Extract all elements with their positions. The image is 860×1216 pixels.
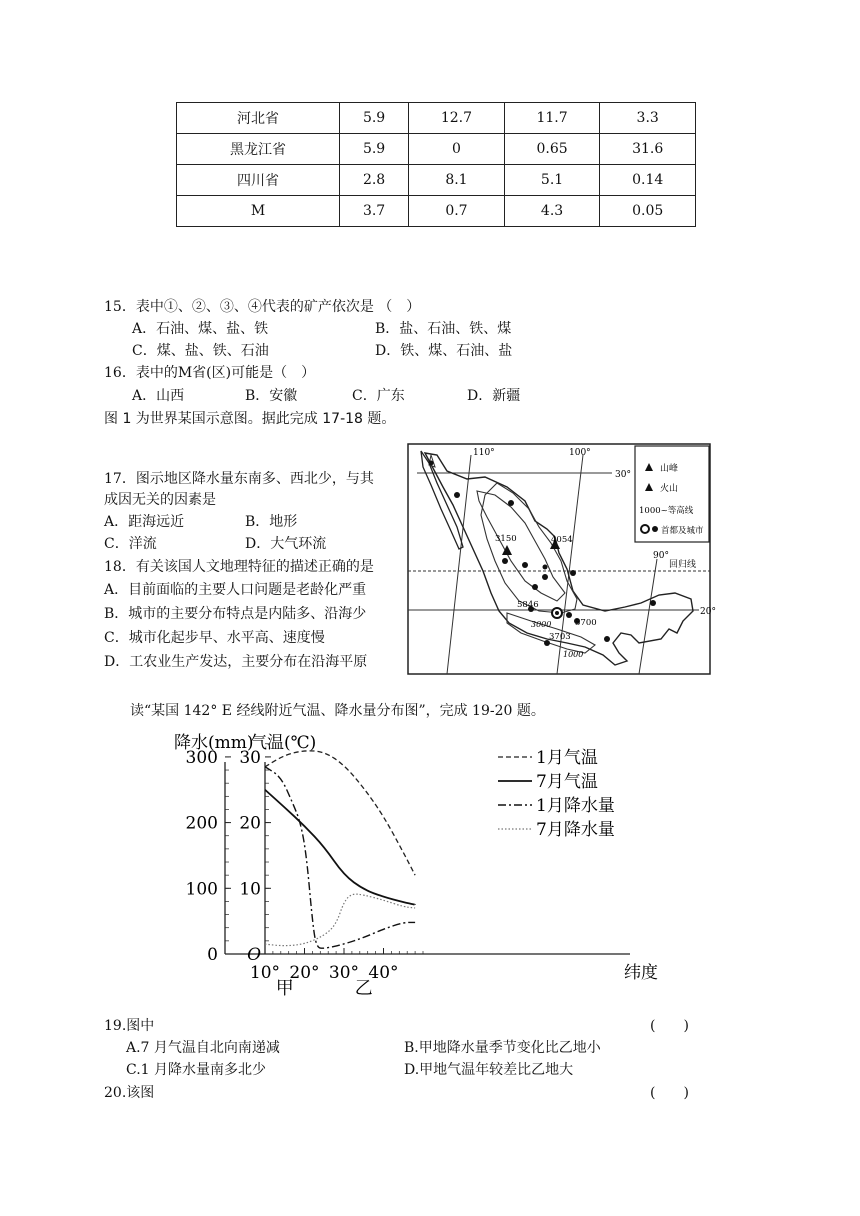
x-tick-label: 20° bbox=[289, 963, 320, 983]
q17-option-c[interactable]: C．洋流 bbox=[104, 536, 157, 552]
value-cell: 4.3 bbox=[504, 196, 600, 227]
city-dot bbox=[566, 612, 572, 618]
province-cell: 四川省 bbox=[177, 165, 340, 196]
q15-option-d[interactable]: D．铁、煤、石油、盐 bbox=[375, 343, 513, 359]
city-dot bbox=[604, 636, 610, 642]
capital-marker-center bbox=[555, 611, 559, 615]
series-line-dashdot bbox=[265, 767, 415, 948]
q15-stem: 15．表中①、②、③、④代表的矿产依次是 （ ） bbox=[104, 299, 421, 315]
city-dot bbox=[502, 558, 508, 564]
legend-volcano-label: 火山 bbox=[660, 484, 679, 494]
x-tick-label: 30° bbox=[328, 963, 360, 983]
table-row bbox=[177, 103, 696, 134]
series-line-dashed bbox=[265, 751, 415, 875]
city-dot bbox=[508, 500, 514, 506]
peak-5846: 5846 bbox=[517, 600, 539, 610]
place-jia: 甲 bbox=[275, 978, 294, 999]
q17-option-d[interactable]: D．大气环流 bbox=[245, 536, 327, 552]
tropic-label: 回归线 bbox=[669, 560, 697, 570]
chart-series bbox=[265, 751, 415, 948]
city-dot bbox=[454, 492, 460, 498]
value-cell: 5.9 bbox=[340, 103, 409, 134]
intro-17-18: 图 1 为世界某国示意图。据此完成 17-18 题。 bbox=[104, 411, 396, 427]
value-cell: 0.05 bbox=[600, 196, 696, 227]
q16-stem: 16．表中的M省(区)可能是（ ） bbox=[104, 365, 316, 381]
value-cell: 5.9 bbox=[340, 134, 409, 165]
q17-stem-line1: 17．图示地区降水量东南多、西北少，与其 bbox=[104, 471, 374, 487]
q16-option-d[interactable]: D．新疆 bbox=[467, 388, 521, 404]
legend-city-label: 首都及城市 bbox=[661, 526, 704, 536]
country-map bbox=[407, 443, 716, 676]
value-cell: 0 bbox=[409, 134, 505, 165]
city-dot bbox=[543, 565, 548, 570]
contour-label-1000: 1000 bbox=[563, 650, 584, 659]
chart-legend bbox=[498, 748, 615, 840]
left-axis-title: 降水(mm) bbox=[174, 733, 254, 753]
x-tick-label: 10° bbox=[249, 963, 281, 983]
q19-option-d[interactable]: D.甲地气温年较差比乙地大 bbox=[404, 1062, 574, 1078]
legend-peak-label: 山峰 bbox=[660, 464, 679, 474]
q18-option-b[interactable]: B．城市的主要分布特点是内陆多、沿海少 bbox=[104, 606, 367, 622]
q18-option-c[interactable]: C．城市化起步早、水平高、速度慢 bbox=[104, 630, 325, 646]
q18-option-a[interactable]: A．目前面临的主要人口问题是老龄化严重 bbox=[104, 582, 367, 598]
q16-option-b[interactable]: B．安徽 bbox=[245, 388, 298, 404]
right-tick-label: O bbox=[247, 945, 261, 965]
peak-5700: 5700 bbox=[575, 618, 597, 628]
city-dot bbox=[542, 574, 548, 580]
province-cell: 黑龙江省 bbox=[177, 134, 340, 165]
q18-stem: 18．有关该国人文地理特征的描述正确的是 bbox=[104, 559, 374, 575]
province-cell: 河北省 bbox=[177, 103, 340, 134]
peak-3150: 3150 bbox=[495, 534, 517, 544]
lon-110-label: 110° bbox=[473, 448, 495, 458]
table-row bbox=[177, 134, 696, 165]
value-cell: 0.14 bbox=[600, 165, 696, 196]
q18-option-d[interactable]: D．工农业生产发达，主要分布在沿海平原 bbox=[104, 654, 368, 670]
value-cell: 3.3 bbox=[600, 103, 696, 134]
contour-label-3000: 3000 bbox=[531, 620, 552, 629]
city-dot bbox=[650, 600, 656, 606]
value-cell: 31.6 bbox=[600, 134, 696, 165]
lat-30-label: 30° bbox=[615, 470, 631, 480]
x-axis-title: 纬度 bbox=[624, 963, 658, 983]
climate-chart bbox=[160, 722, 700, 1012]
q17-option-b[interactable]: B．地形 bbox=[245, 514, 298, 530]
q19-option-c[interactable]: C.1 月降水量南多北少 bbox=[126, 1062, 267, 1078]
right-axis-title: 气温(℃) bbox=[250, 733, 317, 753]
value-cell: 3.7 bbox=[340, 196, 409, 227]
left-tick-label: 200 bbox=[185, 813, 218, 834]
q15-option-c[interactable]: C．煤、盐、铁、石油 bbox=[132, 343, 269, 359]
table-row bbox=[177, 196, 696, 227]
x-tick-label: 40° bbox=[368, 963, 399, 983]
q20-answer-paren[interactable]: ( ) bbox=[650, 1085, 689, 1101]
legend-label: 1月降水量 bbox=[536, 796, 615, 816]
series-line-solid bbox=[265, 790, 415, 905]
value-cell: 11.7 bbox=[504, 103, 600, 134]
legend-label: 7月气温 bbox=[536, 772, 598, 792]
q19-stem: 19.图中 bbox=[104, 1018, 155, 1034]
value-cell: 8.1 bbox=[409, 165, 505, 196]
city-dot bbox=[429, 461, 434, 466]
q17-stem-line2: 成因无关的因素是 bbox=[104, 492, 216, 508]
legend-capital-icon bbox=[641, 525, 649, 533]
intro-19-20: 读“某国 142° E 经线附近气温、降水量分布图”，完成 19-20 题。 bbox=[130, 703, 545, 719]
lat-20-label: 20° bbox=[700, 607, 716, 617]
city-dot bbox=[570, 570, 576, 576]
value-cell: 0.7 bbox=[409, 196, 505, 227]
left-tick-label: 100 bbox=[185, 879, 218, 900]
right-tick-label: 10 bbox=[239, 879, 261, 900]
right-tick-label: 30 bbox=[239, 747, 261, 768]
mineral-table bbox=[176, 102, 696, 227]
value-cell: 5.1 bbox=[504, 165, 600, 196]
q15-option-a[interactable]: A．石油、煤、盐、铁 bbox=[132, 321, 269, 337]
province-cell: M bbox=[177, 196, 340, 227]
legend-label: 1月气温 bbox=[536, 748, 598, 768]
series-line-dotted bbox=[265, 894, 415, 946]
lon-90-label: 90° bbox=[653, 551, 669, 561]
value-cell: 2.8 bbox=[340, 165, 409, 196]
city-dot bbox=[522, 562, 528, 568]
table-row bbox=[177, 165, 696, 196]
q19-answer-paren[interactable]: ( ) bbox=[650, 1018, 689, 1034]
peak-4054: 4054 bbox=[551, 535, 573, 545]
left-tick-label: 300 bbox=[185, 747, 218, 768]
q17-option-a[interactable]: A．距海远近 bbox=[104, 514, 185, 530]
city-dot bbox=[532, 584, 538, 590]
left-tick-label: 0 bbox=[207, 945, 218, 965]
right-tick-label: 20 bbox=[239, 813, 261, 834]
place-yi: 乙 bbox=[354, 978, 373, 999]
peak-3703: 3703 bbox=[549, 632, 571, 642]
value-cell: 12.7 bbox=[409, 103, 505, 134]
legend-label: 7月降水量 bbox=[536, 820, 615, 840]
q19-option-a[interactable]: A.7 月气温自北向南递减 bbox=[126, 1040, 280, 1056]
value-cell: 0.65 bbox=[504, 134, 600, 165]
legend-city-icon bbox=[652, 526, 658, 532]
q16-option-a[interactable]: A．山西 bbox=[132, 388, 185, 404]
q15-option-b[interactable]: B．盐、石油、铁、煤 bbox=[375, 321, 512, 337]
q20-stem: 20.该图 bbox=[104, 1085, 155, 1101]
q19-option-b[interactable]: B.甲地降水量季节变化比乙地小 bbox=[404, 1040, 601, 1056]
lon-100-label: 100° bbox=[569, 448, 591, 458]
q16-option-c[interactable]: C．广东 bbox=[352, 388, 405, 404]
legend-contour-label: 1000~等高线 bbox=[639, 506, 694, 516]
